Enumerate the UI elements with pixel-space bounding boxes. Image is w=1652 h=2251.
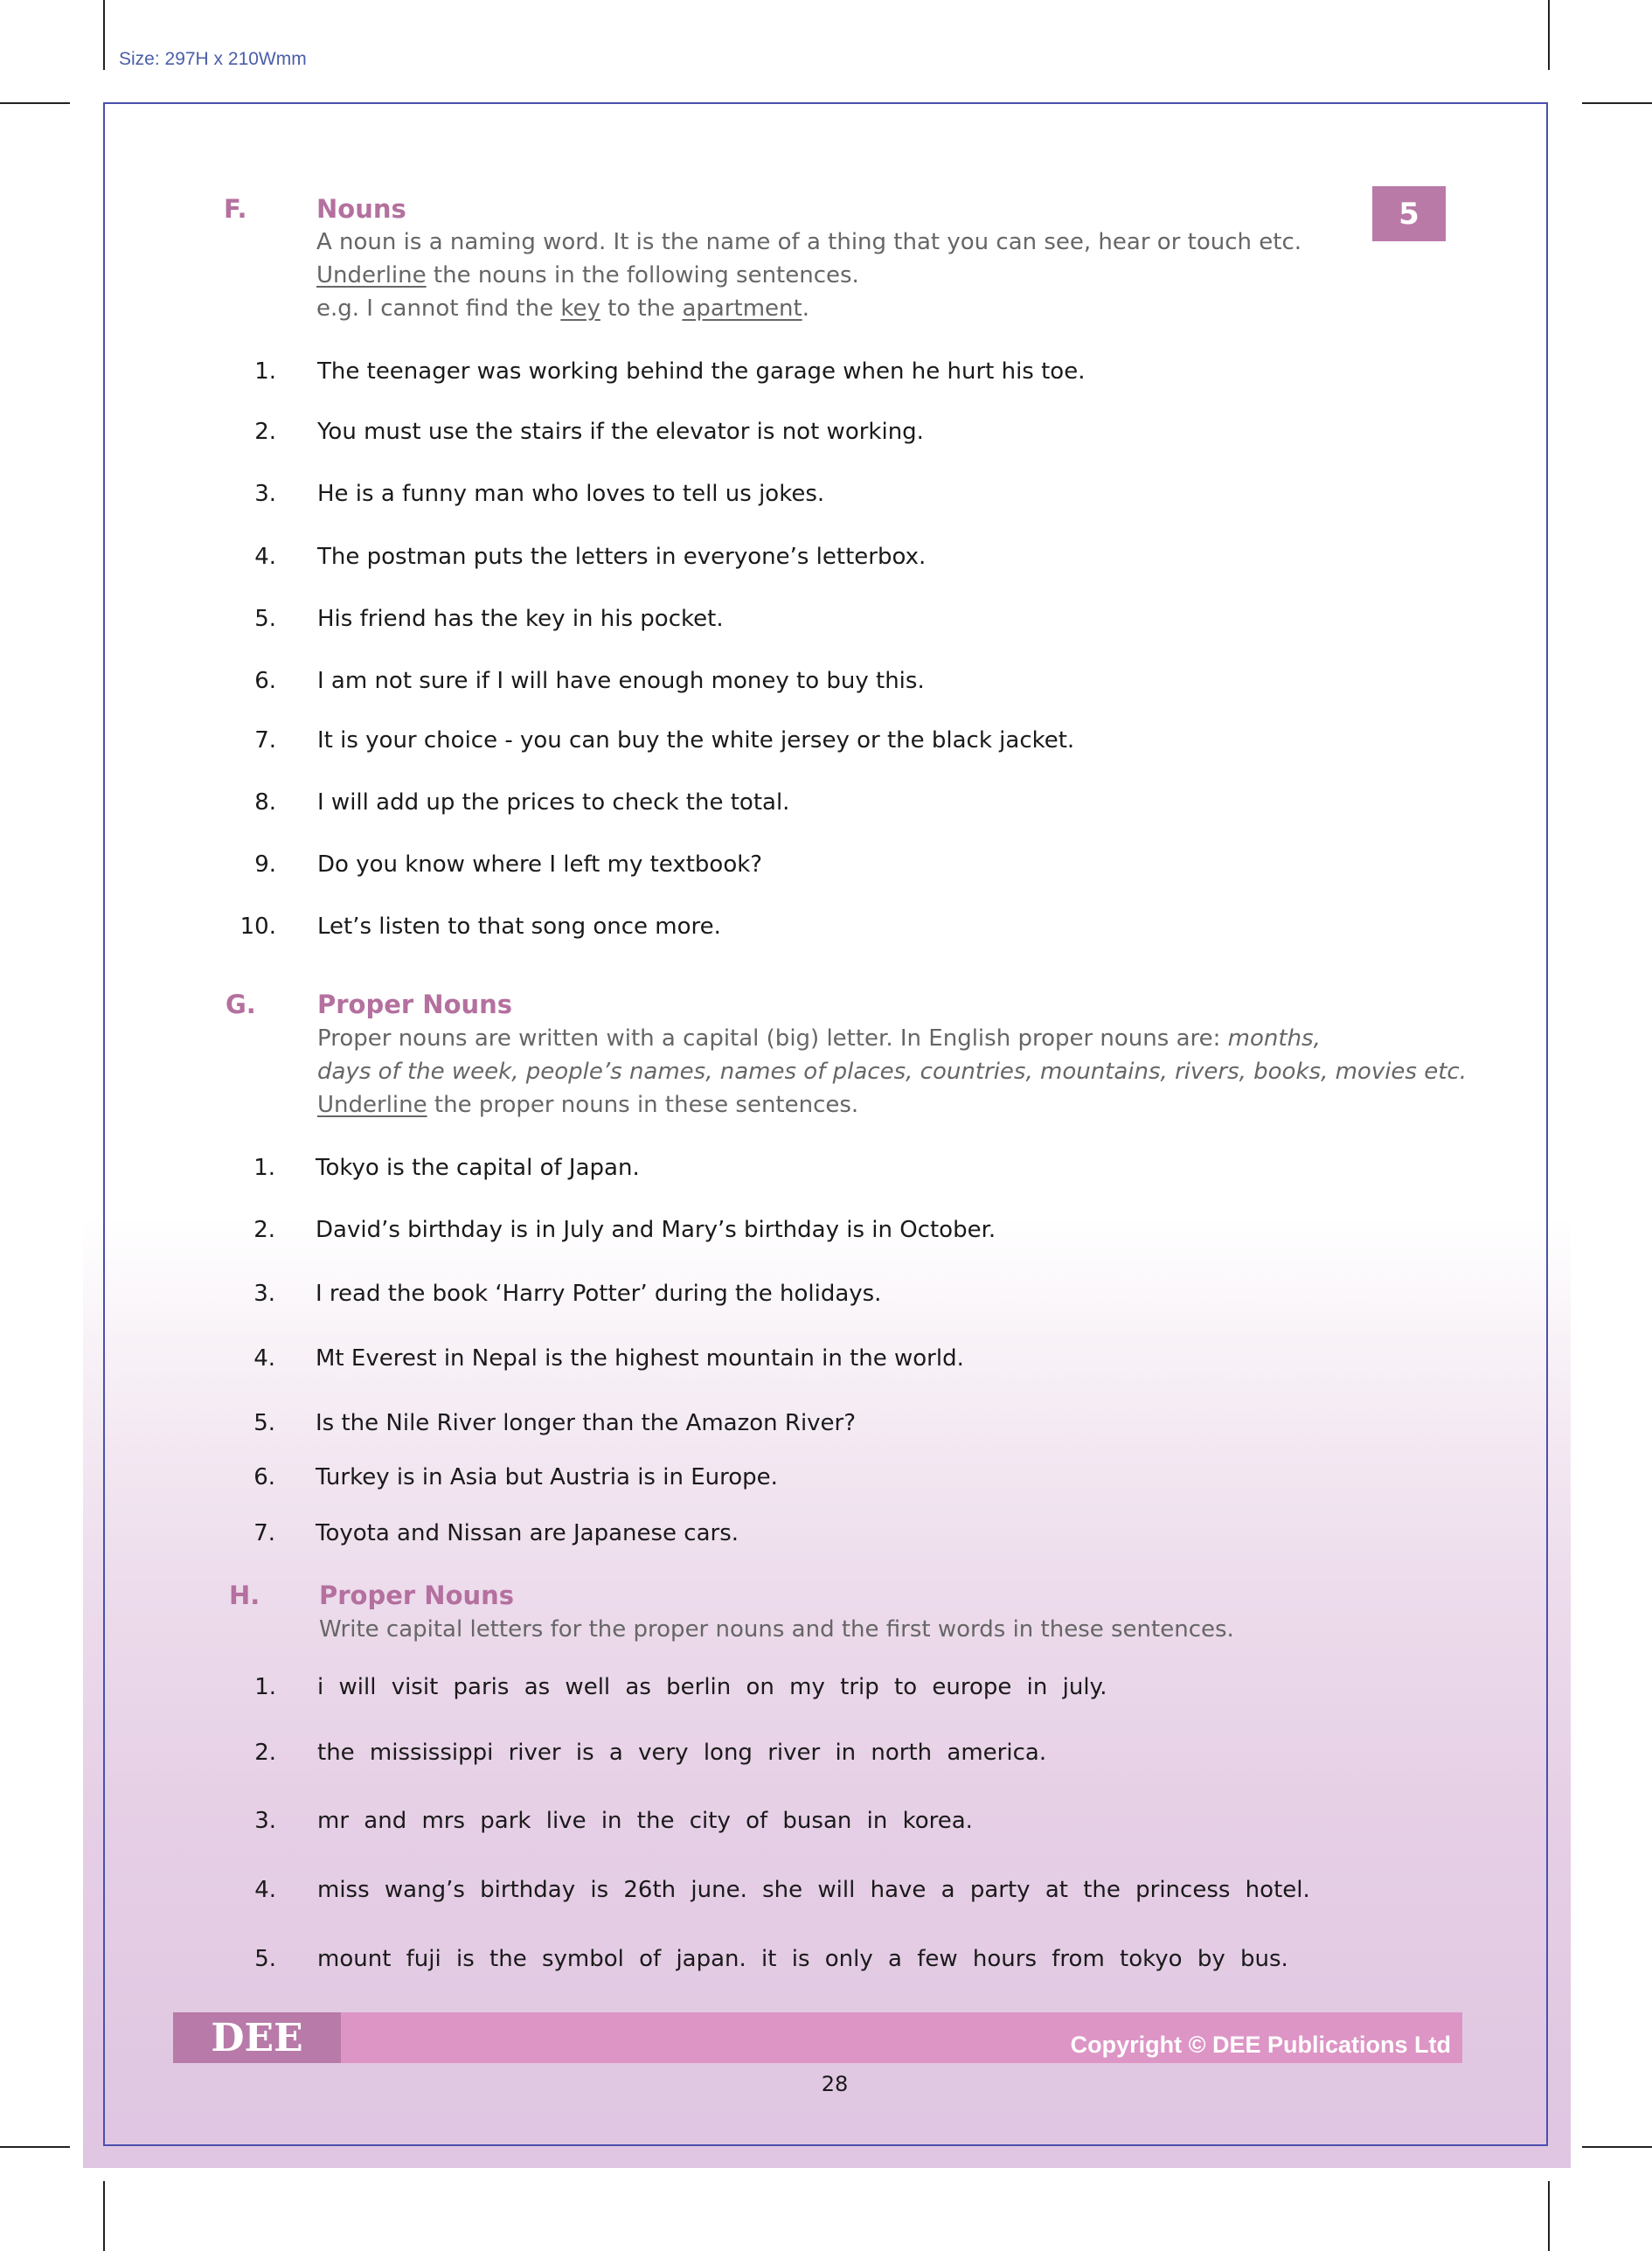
page-number: 28 <box>821 2072 849 2096</box>
instruction-italic: days of the week, people’s names, names of places, countries, mountains, rivers, books, movies etc. <box>317 1059 1467 1085</box>
publisher-logo: DEE <box>173 2012 341 2063</box>
size-label: Size: 297H x 210Wmm <box>119 49 307 69</box>
question-number: 6. <box>254 668 276 694</box>
question-text: Turkey is in Asia but Austria is in Europe. <box>316 1464 778 1490</box>
instruction-line <box>317 1056 1467 1088</box>
instruction-text: the proper nouns in these sentences. <box>427 1092 859 1118</box>
crop-mark <box>103 0 105 70</box>
question-number: 7. <box>254 727 276 754</box>
example-text: e.g. I cannot find the <box>316 295 561 322</box>
question-text: Mt Everest in Nepal is the highest mountain in the world. <box>316 1345 964 1372</box>
question-number: 3. <box>253 1281 275 1307</box>
question-number: 3. <box>254 1808 276 1834</box>
page-frame <box>103 102 1548 2146</box>
instruction-text: Proper nouns are written with a capital (big) letter. In English proper nouns are: <box>317 1025 1228 1052</box>
underline-word: Underline <box>316 262 427 288</box>
question-number: 7. <box>253 1520 275 1546</box>
instruction-italic: months, <box>1227 1025 1321 1052</box>
crop-mark <box>1582 102 1652 104</box>
question-text: I am not sure if I will have enough money to buy this. <box>317 668 925 694</box>
instruction-text: Write capital letters for the proper nouns and the first words in these sentences. <box>319 1616 1234 1643</box>
example-text: . <box>802 295 809 322</box>
question-number: 8. <box>254 789 276 816</box>
instruction-text: the nouns in the following sentences. <box>426 262 859 288</box>
section-letter: H. <box>229 1581 260 1610</box>
question-number: 2. <box>253 1217 275 1243</box>
question-number: 1. <box>253 1155 275 1181</box>
question-number: 5. <box>254 606 276 632</box>
question-number: 4. <box>254 544 276 570</box>
example-text: to the <box>600 295 683 322</box>
question-number: 5. <box>254 1946 276 1972</box>
section-letter: G. <box>226 990 256 1019</box>
question-number: 4. <box>254 1877 276 1903</box>
question-text: I will add up the prices to check the total. <box>317 789 790 816</box>
example-noun: key <box>560 295 600 322</box>
unit-badge: 5 <box>1372 186 1446 241</box>
section-title: Nouns <box>316 194 406 224</box>
question-text: The postman puts the letters in everyone’s letterbox. <box>317 544 927 570</box>
instruction-line <box>317 1023 1321 1055</box>
question-text: Let’s listen to that song once more. <box>317 914 721 940</box>
question-text: i will visit paris as well as berlin on my trip to europe in july. <box>317 1674 1107 1700</box>
instruction-line <box>316 260 859 292</box>
crop-mark <box>1548 2181 1550 2251</box>
question-number: 1. <box>254 1674 276 1700</box>
question-text: It is your choice - you can buy the white jersey or the black jacket. <box>317 727 1075 754</box>
crop-mark <box>0 102 70 104</box>
question-text: the mississippi river is a very long river in north america. <box>317 1740 1047 1766</box>
question-text: mr and mrs park live in the city of busan in korea. <box>317 1808 973 1834</box>
question-text: David’s birthday is in July and Mary’s birthday is in October. <box>316 1217 996 1243</box>
question-text: His friend has the key in his pocket. <box>317 606 724 632</box>
question-text: Is the Nile River longer than the Amazon River? <box>316 1410 857 1436</box>
crop-mark <box>1548 0 1550 70</box>
instruction-line <box>316 226 1301 259</box>
question-text: mount fuji is the symbol of japan. it is only a few hours from tokyo by bus. <box>317 1946 1288 1972</box>
example-noun: apartment <box>682 295 802 322</box>
question-number: 4. <box>253 1345 275 1372</box>
section-title: Proper Nouns <box>319 1581 515 1610</box>
question-number: 2. <box>254 419 276 445</box>
question-number: 2. <box>254 1740 276 1766</box>
underline-word: Underline <box>317 1092 427 1118</box>
question-number: 1. <box>254 358 276 385</box>
question-number: 3. <box>254 481 276 507</box>
section-title: Proper Nouns <box>317 990 513 1019</box>
crop-mark <box>0 2146 70 2148</box>
question-number: 5. <box>253 1410 275 1436</box>
crop-mark <box>103 2181 105 2251</box>
question-text: The teenager was working behind the garage when he hurt his toe. <box>317 358 1086 385</box>
question-text: I read the book ‘Harry Potter’ during the holidays. <box>316 1281 882 1307</box>
instruction-text: A noun is a naming word. It is the name of a thing that you can see, hear or touch etc. <box>316 229 1302 255</box>
question-text: Do you know where I left my textbook? <box>317 851 763 878</box>
question-text: You must use the stairs if the elevator is not working. <box>317 419 924 445</box>
question-text: Tokyo is the capital of Japan. <box>316 1155 640 1181</box>
section-letter: F. <box>224 194 247 224</box>
example-line <box>316 293 809 325</box>
copyright-text: Copyright © DEE Publications Ltd <box>1070 2032 1451 2058</box>
crop-mark <box>1582 2146 1652 2148</box>
question-text: miss wang’s birthday is 26th june. she will have a party at the princess hotel. <box>317 1877 1310 1903</box>
question-number: 9. <box>254 851 276 878</box>
question-number: 10. <box>239 914 276 940</box>
question-number: 6. <box>253 1464 275 1490</box>
question-text: He is a funny man who loves to tell us jokes. <box>317 481 825 507</box>
question-text: Toyota and Nissan are Japanese cars. <box>316 1520 739 1546</box>
instruction-line <box>319 1614 1234 1646</box>
instruction-line <box>317 1089 858 1122</box>
